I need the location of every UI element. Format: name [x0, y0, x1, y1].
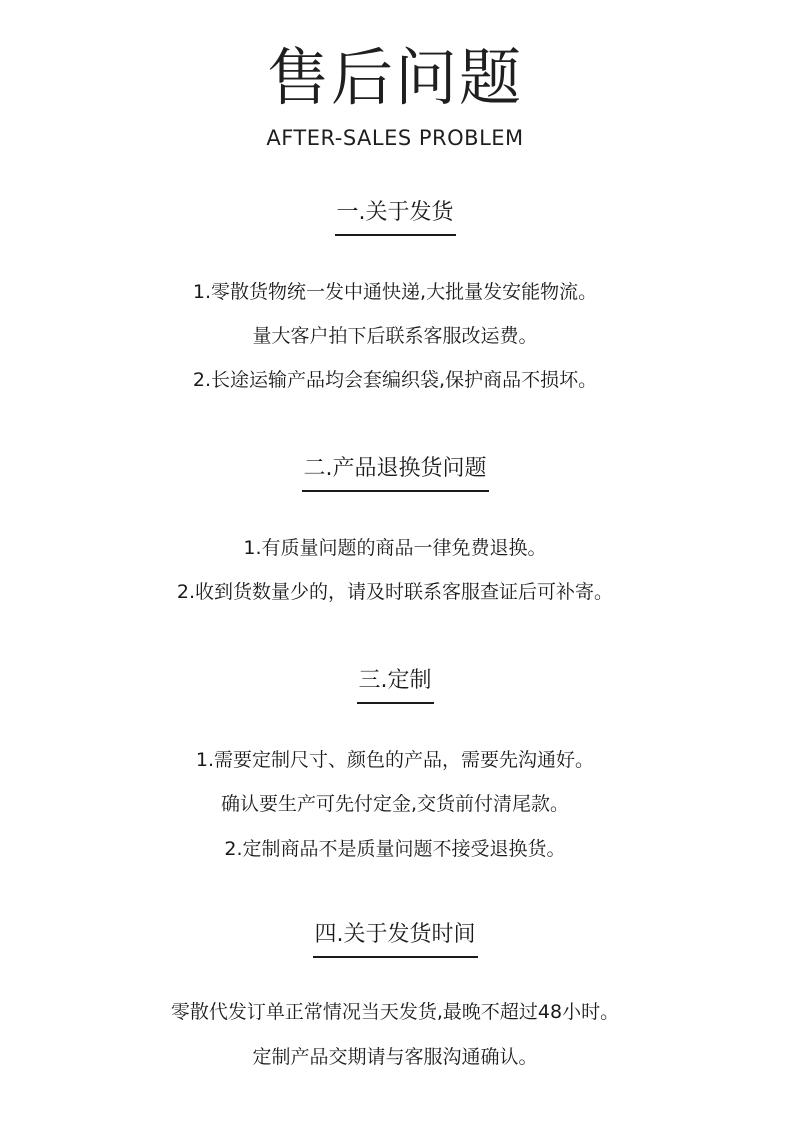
- section-line: 量大客户拍下后联系客服改运费。: [252, 325, 538, 347]
- section-heading-label: 三.定制: [357, 666, 434, 704]
- section-line: 1.零散货物统一发中通快递,大批量发安能物流。: [192, 281, 598, 303]
- section-line: 1.有质量问题的商品一律免费退换。: [243, 537, 547, 559]
- section-heading-shipping: [0, 198, 790, 236]
- section-heading-label: 二.产品退换货问题: [302, 454, 489, 492]
- section-line: 2.收到货数量少的，请及时联系客服查证后可补寄。: [176, 581, 614, 603]
- section-heading-returns: [0, 454, 790, 492]
- section-line: 1.需要定制尺寸、颜色的产品，需要先沟通好。: [195, 749, 595, 771]
- section-line: 定制产品交期请与客服沟通确认。: [252, 1046, 538, 1068]
- page-subtitle: AFTER-SALES PROBLEM: [266, 126, 524, 150]
- section-heading-shipping-time: [0, 920, 790, 958]
- page-title: 售后问题: [266, 41, 523, 114]
- section-line: 2.定制商品不是质量问题不接受退换货。: [224, 838, 566, 860]
- section-heading-label: 四.关于发货时间: [313, 920, 478, 958]
- section-line: 确认要生产可先付定金,交货前付清尾款。: [220, 793, 570, 815]
- section-line: 零散代发订单正常情况当天发货,最晚不超过48小时。: [170, 1001, 620, 1023]
- section-heading-custom: [0, 666, 790, 704]
- section-line: 2.长途运输产品均会套编织袋,保护商品不损坏。: [192, 369, 598, 391]
- section-heading-label: 一.关于发货: [335, 198, 456, 236]
